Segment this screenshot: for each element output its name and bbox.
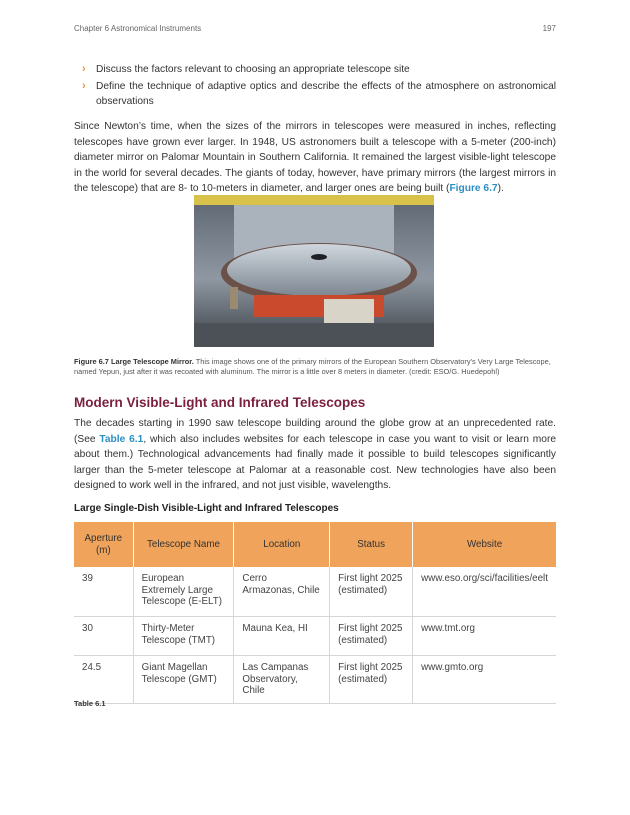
table-cell: European Extremely Large Telescope (E-ELT) [133,567,234,617]
table-row [74,567,556,617]
table-cell: www.eso.org/sci/facilities/eelt [413,567,556,617]
table-cell: 30 [74,617,133,656]
table-cell: Cerro Armazonas, Chile [234,567,330,617]
list-item [82,62,556,77]
table-cell: Mauna Kea, HI [234,617,330,656]
figure-link[interactable]: Figure 6.7 [449,183,498,194]
telescope-mirror-photo [194,195,434,347]
table-cell: Las Campanas Observatory, Chile [234,656,330,704]
table-title: Large Single-Dish Visible-Light and Infrared Telescopes [74,503,339,514]
section-heading: Modern Visible-Light and Infrared Telescopes [74,395,366,410]
mirror-illustration [194,195,434,347]
intro-text: Since Newton’s time, when the sizes of the mirrors in telescopes were measured in inches, reflecting telescopes have grown ever larger. In 1948, US astronomers built a telescope with a 5-meter (200-inch) diameter mirror on Palomar Mountain in Southern California. It remained the largest visible-light telescope in the world for several decades. The giants of today, however, have primary mirrors (the largest mirrors in the telescope) that are 8- to 10-meters in diameter, and larger ones are being built ( [74,121,556,194]
table-row [74,617,556,656]
chevron-right-icon: › [82,63,86,75]
column-header: Status [330,522,413,567]
figure-caption [74,357,556,377]
table-header-row [74,522,556,567]
page-number: 197 [542,24,556,33]
intro-paragraph [74,119,556,197]
list-item-text: Discuss the factors relevant to choosing an appropriate telescope site [96,64,410,75]
table-cell: www.gmto.org [413,656,556,704]
section-paragraph [74,416,556,494]
figure-caption-label: Figure 6.7 Large Telescope Mirror. [74,357,194,366]
table-cell: 24.5 [74,656,133,704]
table-cell: www.tmt.org [413,617,556,656]
section-text-end: , which also includes websites for each telescope in case you want to visit or learn more about them.) Technological advancements had finally made it possible to build telescopes significantly larger than the 5-meter telescope at Palomar at a reasonable cost. New technologies have also been designed to work well in the infrared, and not just visible, wavelengths. [74,433,556,491]
column-header: Location [234,522,330,567]
table-label: Table 6.1 [74,699,106,708]
figure-caption-text: This image shows one of the primary mirrors of the European Southern Observatory’s Very Large Telescope, named Yepun, just after it was recoated with aluminum. The mirror is a little over 8 meters in diameter. (credit: ESO/G. Huedepohl) [74,357,551,376]
column-header: Telescope Name [133,522,234,567]
table-link[interactable]: Table 6.1 [99,433,144,445]
table-cell: 39 [74,567,133,617]
table-cell: First light 2025 (estimated) [330,656,413,704]
objectives-list [82,62,556,111]
chevron-right-icon: › [82,80,86,92]
column-header: Aperture (m) [74,522,133,567]
table-cell: Giant Magellan Telescope (GMT) [133,656,234,704]
column-header: Website [413,522,556,567]
intro-text-end: ). [497,183,504,194]
section-text: The decades starting in 1990 saw telescope building around the globe grow at an unprecedented rate. (See [74,418,556,445]
telescope-table [74,522,556,704]
table-cell: First light 2025 (estimated) [330,567,413,617]
list-item-text: Define the technique of adaptive optics and describe the effects of the atmosphere on astronomical observations [96,81,556,107]
table-row [74,656,556,704]
table-cell: First light 2025 (estimated) [330,617,413,656]
chapter-title: Chapter 6 Astronomical Instruments [74,24,202,33]
list-item [82,79,556,109]
table-cell: Thirty-Meter Telescope (TMT) [133,617,234,656]
